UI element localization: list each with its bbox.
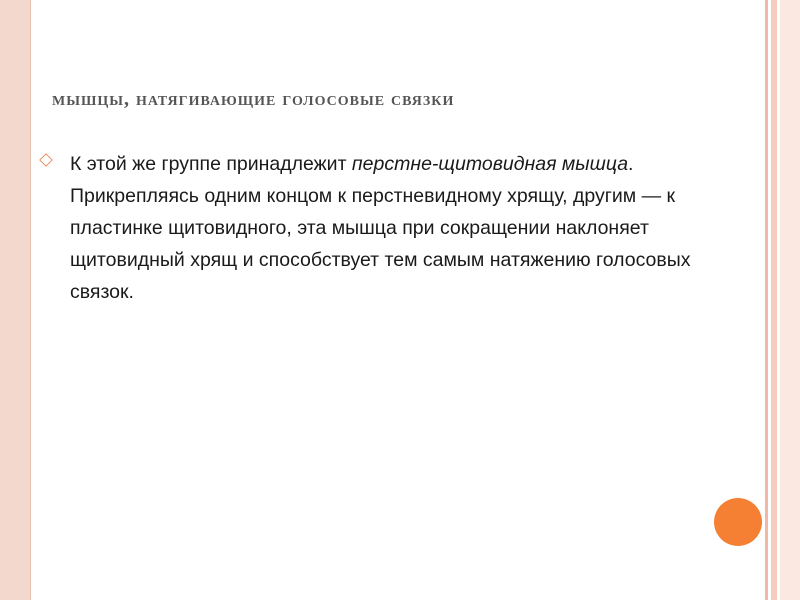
right-decorative-stripe [765,0,768,600]
bullet-text-lead: К этой же группе принадлежит [70,153,352,175]
right-decorative-border [780,0,800,600]
slide-title: мышцы, натягивающие голосовые связки [52,88,455,110]
diamond-bullet-icon [39,153,53,167]
bullet-text-emphasis: перстне-щитовидная мышца [351,153,629,175]
accent-circle [714,498,762,546]
right-decorative-stripe [771,0,777,600]
left-border-line [30,0,31,600]
left-decorative-border [0,0,30,600]
bullet-text [70,148,720,308]
bullet-item [40,148,720,308]
bullet-text-rest: . Прикрепляясь одним концом к перстневидному хрящу, другим — к пластинке щитовидного, эта мышца при сокращении наклоняет щитовидный хрящ и способствует тем самым натяжению голосовых связок. [70,153,691,303]
